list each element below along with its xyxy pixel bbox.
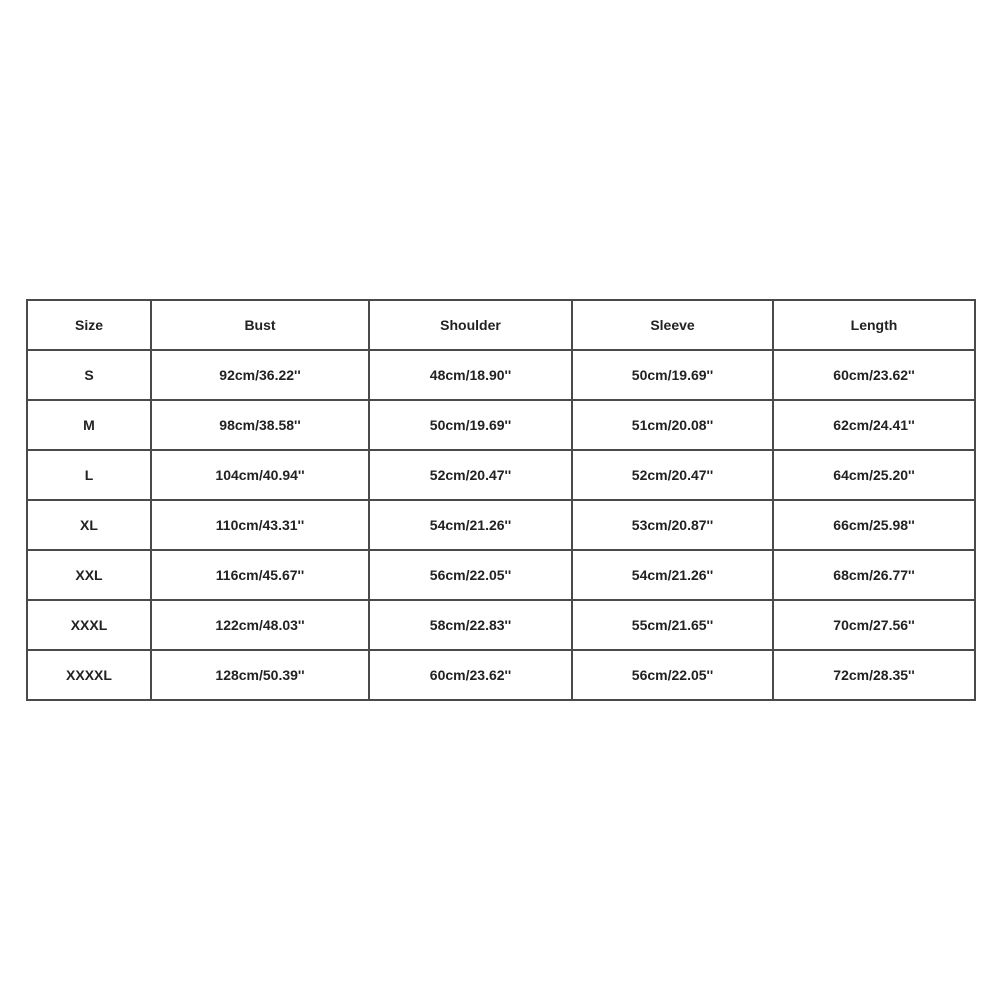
cell-shoulder: 58cm/22.83'' <box>369 600 572 650</box>
cell-sleeve: 55cm/21.65'' <box>572 600 773 650</box>
table-row <box>27 450 975 500</box>
cell-shoulder: 56cm/22.05'' <box>369 550 572 600</box>
cell-length: 66cm/25.98'' <box>773 500 975 550</box>
cell-bust: 92cm/36.22'' <box>151 350 369 400</box>
header-size: Size <box>27 300 151 350</box>
cell-shoulder: 50cm/19.69'' <box>369 400 572 450</box>
table-row <box>27 500 975 550</box>
cell-bust: 122cm/48.03'' <box>151 600 369 650</box>
cell-length: 72cm/28.35'' <box>773 650 975 700</box>
cell-size: M <box>27 400 151 450</box>
cell-bust: 128cm/50.39'' <box>151 650 369 700</box>
header-shoulder: Shoulder <box>369 300 572 350</box>
cell-length: 68cm/26.77'' <box>773 550 975 600</box>
cell-shoulder: 48cm/18.90'' <box>369 350 572 400</box>
cell-sleeve: 53cm/20.87'' <box>572 500 773 550</box>
cell-shoulder: 54cm/21.26'' <box>369 500 572 550</box>
cell-bust: 116cm/45.67'' <box>151 550 369 600</box>
cell-size: L <box>27 450 151 500</box>
cell-sleeve: 56cm/22.05'' <box>572 650 773 700</box>
table-row <box>27 600 975 650</box>
cell-bust: 104cm/40.94'' <box>151 450 369 500</box>
cell-size: XL <box>27 500 151 550</box>
cell-length: 62cm/24.41'' <box>773 400 975 450</box>
cell-length: 60cm/23.62'' <box>773 350 975 400</box>
table-row <box>27 400 975 450</box>
table-row <box>27 550 975 600</box>
header-length: Length <box>773 300 975 350</box>
cell-shoulder: 52cm/20.47'' <box>369 450 572 500</box>
table-row <box>27 650 975 700</box>
cell-size: S <box>27 350 151 400</box>
header-sleeve: Sleeve <box>572 300 773 350</box>
cell-length: 64cm/25.20'' <box>773 450 975 500</box>
table-row <box>27 350 975 400</box>
cell-length: 70cm/27.56'' <box>773 600 975 650</box>
cell-sleeve: 54cm/21.26'' <box>572 550 773 600</box>
cell-sleeve: 51cm/20.08'' <box>572 400 773 450</box>
cell-size: XXXL <box>27 600 151 650</box>
table-header-row <box>27 300 975 350</box>
cell-shoulder: 60cm/23.62'' <box>369 650 572 700</box>
cell-bust: 110cm/43.31'' <box>151 500 369 550</box>
header-bust: Bust <box>151 300 369 350</box>
cell-sleeve: 52cm/20.47'' <box>572 450 773 500</box>
size-chart-table <box>26 299 976 701</box>
cell-sleeve: 50cm/19.69'' <box>572 350 773 400</box>
cell-size: XXL <box>27 550 151 600</box>
cell-bust: 98cm/38.58'' <box>151 400 369 450</box>
cell-size: XXXXL <box>27 650 151 700</box>
